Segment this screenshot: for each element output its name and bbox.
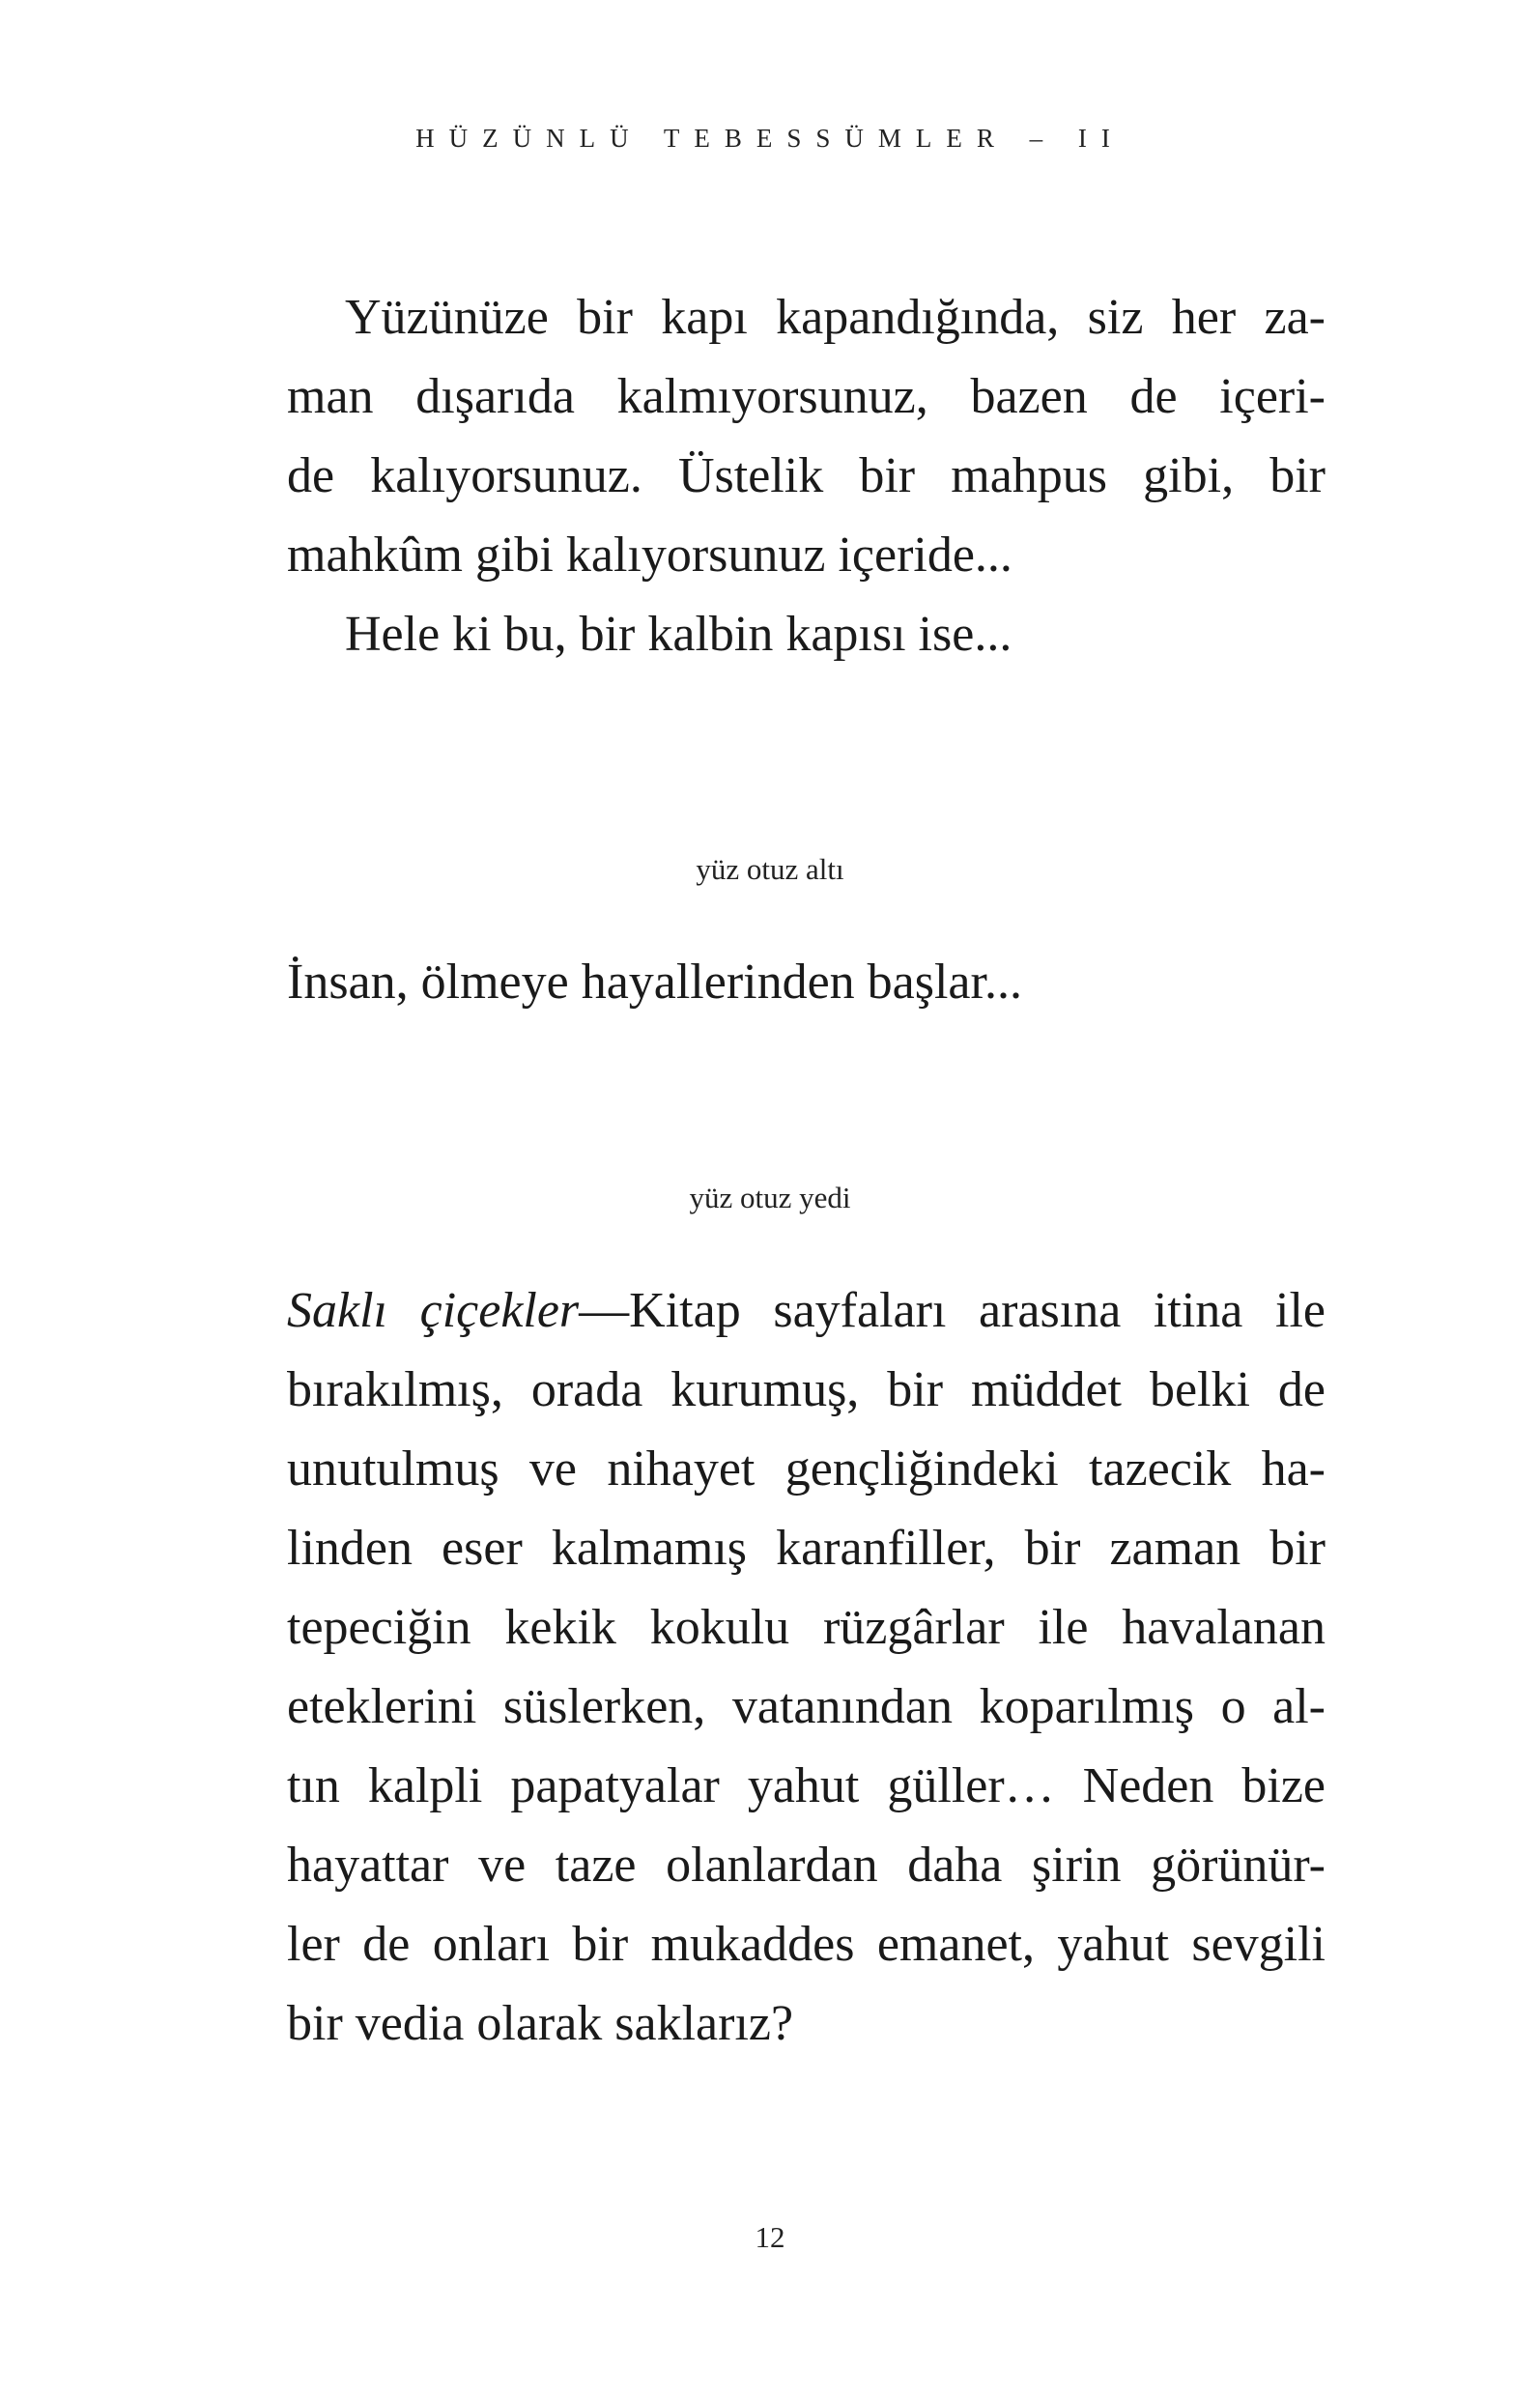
text-line: unutulmuş ve nihayet gençliğindeki tazecik ha-: [287, 1441, 1326, 1497]
text-line: Yüzünüze bir kapı kapandığında, siz her za-: [345, 290, 1326, 345]
paragraph-136: [287, 943, 1326, 1022]
text-line: İnsan, ölmeye hayallerinden başlar...: [287, 955, 1022, 1010]
text-line-lead: [287, 1271, 1326, 1351]
text-line: bırakılmış, orada kurumuş, bir müddet belki de: [287, 1362, 1326, 1417]
text-line: linden eser kalmamış karanfiller, bir zaman bir: [287, 1521, 1326, 1576]
section-title-136: yüz otuz altı: [696, 852, 844, 886]
lead-italic-term: Saklı çiçekler: [287, 1283, 580, 1338]
paragraph-137: [287, 1271, 1326, 2064]
text-line: tın kalpli papatyalar yahut güller… Neden bize: [287, 1758, 1326, 1813]
paragraph-135: [287, 278, 1326, 674]
running-header: HÜZÜNLÜ TEBESSÜMLER – II: [415, 124, 1125, 153]
text-line: eteklerini süslerken, vatanından koparılmış o al-: [287, 1679, 1326, 1734]
page-number: 12: [755, 2220, 785, 2254]
text-line: bir vedia olarak saklarız?: [287, 1996, 794, 2051]
text-line: mahkûm gibi kalıyorsunuz içeride...: [287, 528, 1012, 583]
text-line: Hele ki bu, bir kalbin kapısı ise...: [345, 607, 1012, 662]
text-line: de kalıyorsunuz. Üstelik bir mahpus gibi, bir: [287, 448, 1326, 503]
section-title-137: yüz otuz yedi: [689, 1181, 851, 1214]
text-line: tepeciğin kekik kokulu rüzgârlar ile havalanan: [287, 1600, 1326, 1655]
lead-text: —Kitap sayfaları arasına itina ile: [579, 1283, 1326, 1338]
text-line: ler de onları bir mukaddes emanet, yahut sevgili: [287, 1917, 1326, 1972]
text-line: hayattar ve taze olanlardan daha şirin görünür-: [287, 1838, 1326, 1893]
text-line: man dışarıda kalmıyorsunuz, bazen de içeri-: [287, 369, 1326, 424]
